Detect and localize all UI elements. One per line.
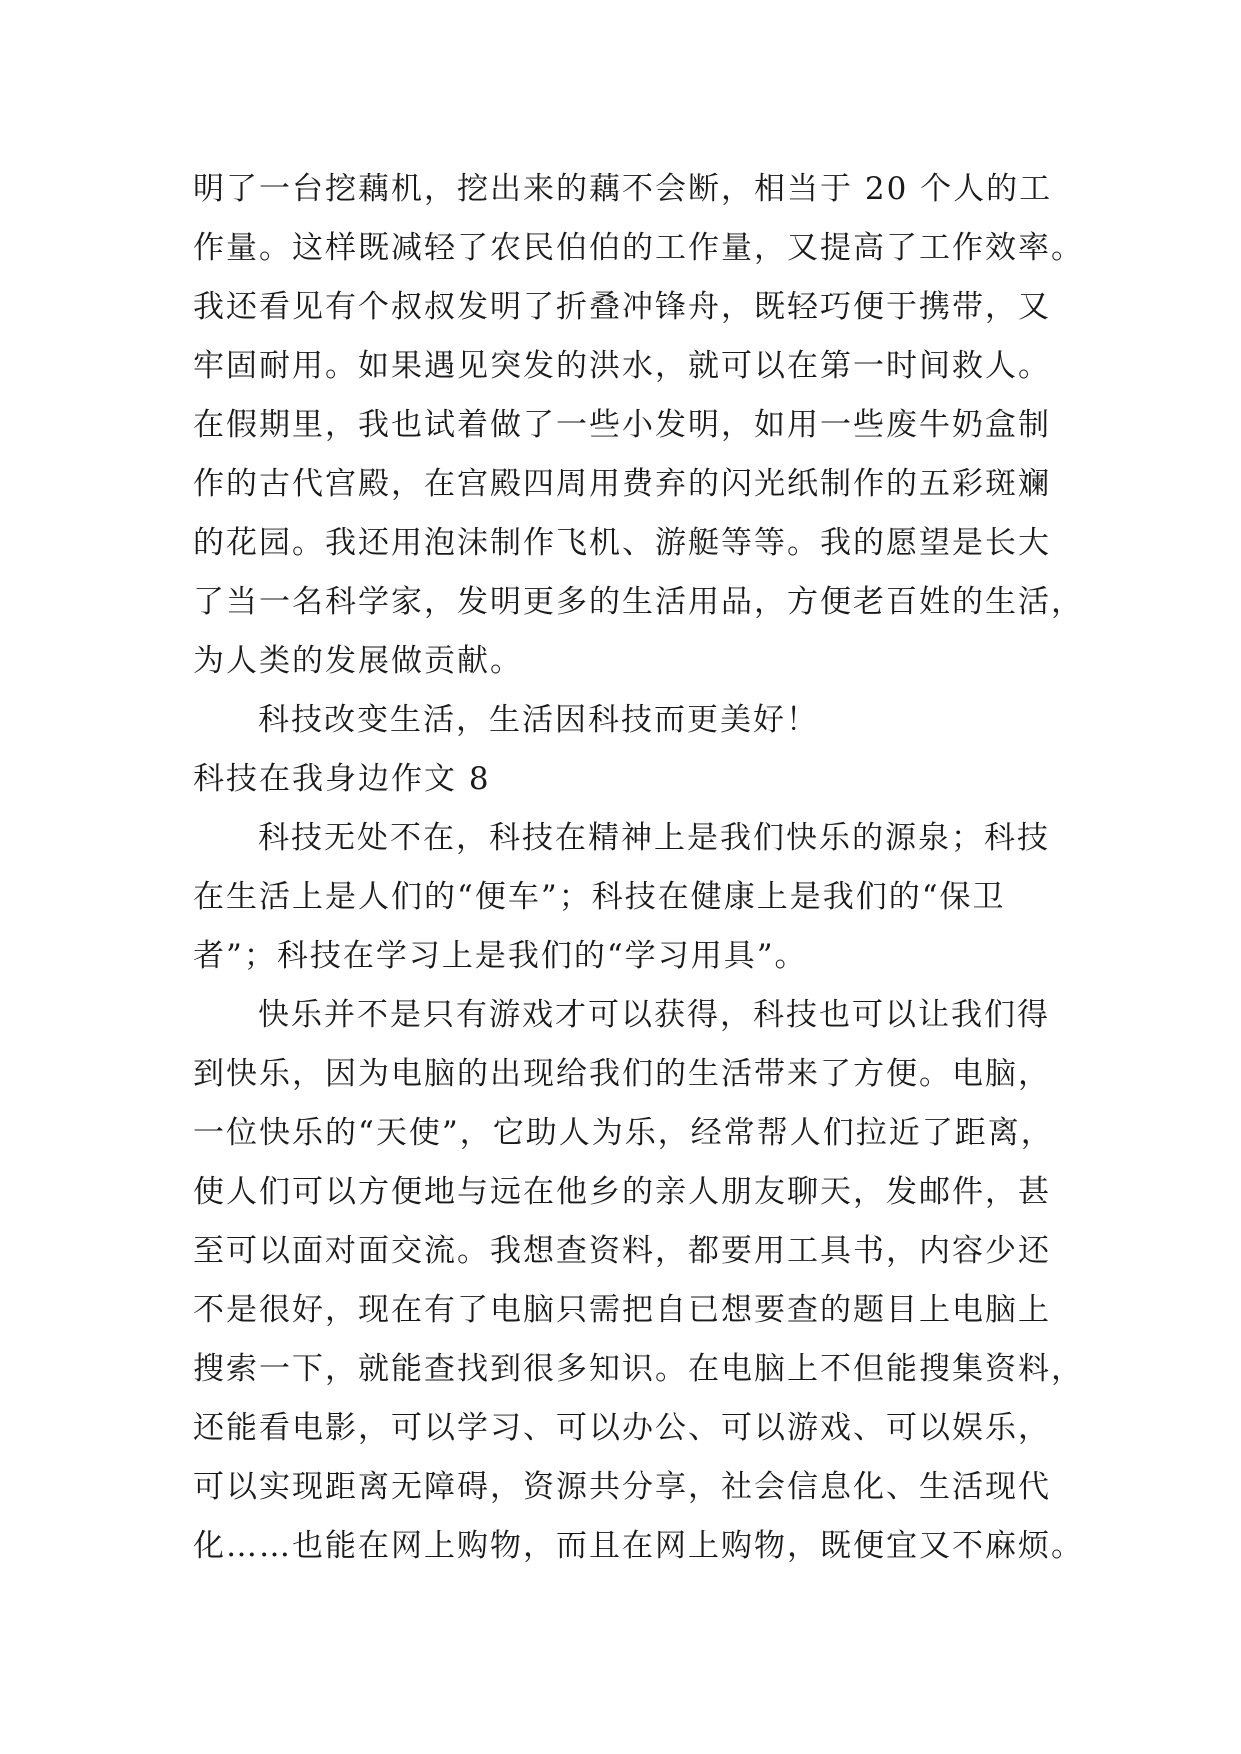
text-line: 作的古代宫殿，在宫殿四周用费弃的闪光纸制作的五彩斑斓 [193, 466, 1051, 502]
text-line: 在生活上是人们的“便车”；科技在健康上是我们的“保卫 [193, 879, 1006, 915]
paragraph-first-line: 科技无处不在，科技在精神上是我们快乐的源泉；科技 [258, 820, 1050, 856]
text-line: 者”；科技在学习上是我们的“学习用具”。 [193, 938, 808, 974]
text-line: 牢固耐用。如果遇见突发的洪水，就可以在第一时间救人。 [193, 348, 1051, 384]
text-line: 使人们可以方便地与远在他乡的亲人朋友聊天，发邮件，甚 [193, 1174, 1051, 1210]
text-line: 为人类的发展做贡献。 [193, 643, 523, 679]
text-line: 还能看电影，可以学习、可以办公、可以游戏、可以娱乐， [193, 1410, 1051, 1446]
text-line: 搜索一下，就能查找到很多知识。在电脑上不但能搜集资料， [193, 1351, 1084, 1387]
text-line: 我还看见有个叔叔发明了折叠冲锋舟，既轻巧便于携带，又 [193, 289, 1051, 325]
text-line: 明了一台挖藕机，挖出来的藕不会断，相当于 20 个人的工 [193, 171, 1053, 207]
document-body [193, 160, 1084, 1576]
text-line: 的花园。我还用泡沫制作飞机、游艇等等。我的愿望是长大 [193, 525, 1051, 561]
text-line: 作量。这样既减轻了农民伯伯的工作量，又提高了工作效率。 [193, 230, 1084, 266]
section-heading: 科技在我身边作文 8 [193, 761, 491, 797]
text-line: 至可以面对面交流。我想查资料，都要用工具书，内容少还 [193, 1233, 1051, 1269]
text-line: 一位快乐的“天使”，它助人为乐，经常帮人们拉近了距离， [193, 1115, 1054, 1151]
text-line: 不是很好，现在有了电脑只需把自已想要查的题目上电脑上 [193, 1292, 1051, 1328]
paragraph-first-line: 快乐并不是只有游戏才可以获得，科技也可以让我们得 [258, 997, 1050, 1033]
text-line: 化……也能在网上购物，而且在网上购物，既便宜又不麻烦。 [193, 1528, 1084, 1564]
text-line: 在假期里，我也试着做了一些小发明，如用一些废牛奶盒制 [193, 407, 1051, 443]
text-line: 可以实现距离无障碍，资源共分享，社会信息化、生活现代 [193, 1469, 1051, 1505]
text-line: 了当一名科学家，发明更多的生活用品，方便老百姓的生活， [193, 584, 1084, 620]
paragraph-first-line: 科技改变生活，生活因科技而更美好！ [258, 702, 819, 738]
text-line: 到快乐，因为电脑的出现给我们的生活带来了方便。电脑， [193, 1056, 1051, 1092]
